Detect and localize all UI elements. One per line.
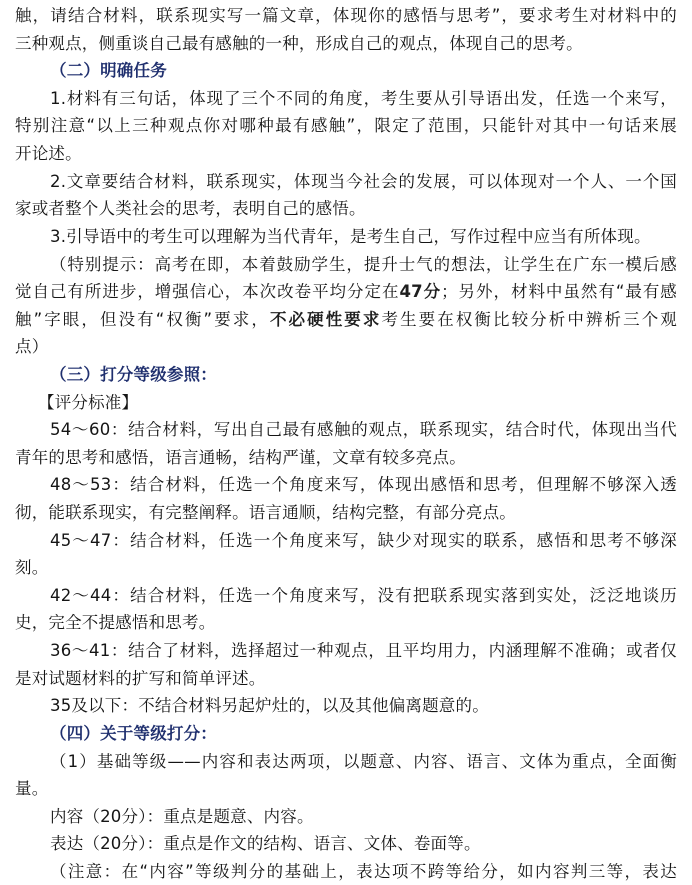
- paragraph-line: 36～41：结合了材料，选择超过一种观点，且平均用力，内涵理解不准确；或者仅: [50, 641, 677, 660]
- paragraph-line: 45～47：结合材料，任选一个角度来写，缺少对现实的联系，感悟和思考不够深: [50, 531, 677, 550]
- line-text: 触”字眼，但没有“权衡”要求，: [15, 310, 270, 329]
- paragraph-line: 35及以下：不结合材料另起炉灶的，以及其他偏离题意的。: [50, 696, 489, 715]
- paragraph-line: 是对试题材料的扩写和简单评述。: [15, 669, 266, 688]
- paragraph-line: 触，请结合材料，联系现实写一篇文章，体现你的感悟与思考”，要求考生对材料中的: [15, 6, 677, 25]
- paragraph-line: 史，完全不提感悟和思考。: [15, 613, 216, 632]
- section-heading: （三）打分等级参照：: [50, 365, 217, 384]
- paragraph-line: 42～44：结合材料，任选一个角度来写，没有把联系现实落到实处，泛泛地谈历: [50, 586, 677, 605]
- section-heading: （四）关于等级打分：: [50, 724, 217, 743]
- emphasis-text: 不必硬性要求: [269, 310, 382, 329]
- paragraph-line: 三种观点，侧重谈自己最有感触的一种，形成自己的观点，体现自己的思考。: [15, 34, 583, 53]
- paragraph-line: [15, 281, 677, 303]
- paragraph-line: 表达（20分）：重点是作文的结构、语言、文体、卷面等。: [50, 834, 481, 853]
- paragraph-line: 开论述。: [15, 144, 82, 163]
- paragraph-line: 3.引导语中的考生可以理解为当代青年，是考生自己，写作过程中应当有所体现。: [50, 227, 651, 246]
- paragraph-line: 54～60：结合材料，写出自己最有感触的观点，联系现实，结合时代，体现出当代: [50, 420, 677, 439]
- paragraph-line: 48～53：结合材料，任选一个角度来写，体现出感悟和思考，但理解不够深入透: [50, 475, 677, 494]
- paragraph-line: 青年的思考和感悟，语言通畅，结构严谨，文章有较多亮点。: [15, 448, 466, 467]
- paragraph-line: 2.文章要结合材料，联系现实，体现当今社会的发展，可以体现对一个人、一个国: [50, 172, 677, 191]
- paragraph-line: [15, 309, 677, 331]
- paragraph-line: 1.材料有三句话，体现了三个不同的角度，考生要从引导语出发，任选一个来写，: [50, 89, 677, 108]
- paragraph-line: （1）基础等级——内容和表达两项，以题意、内容、语言、文体为重点，全面衡: [50, 752, 677, 771]
- line-text: ；另外，材料中虽然有“最有感: [441, 282, 677, 301]
- section-heading: （二）明确任务: [50, 61, 167, 80]
- paragraph-line: （注意：在“内容”等级判分的基础上，表达项不跨等给分，如内容判三等，表达: [50, 862, 677, 881]
- emphasis-text: 47分: [399, 282, 442, 301]
- subheading: 【评分标准】: [38, 393, 139, 412]
- paragraph-line: （特别提示：高考在即，本着鼓励学生，提升士气的想法，让学生在广东一模后感: [50, 255, 677, 274]
- paragraph-line: 彻，能联系现实，有完整阐释。语言通顺，结构完整，有部分亮点。: [15, 503, 516, 522]
- paragraph-line: 家或者整个人类社会的思考，表明自己的感悟。: [15, 199, 366, 218]
- paragraph-line: 特别注意“以上三种观点你对哪种最有感触”，限定了范围，只能针对其中一句话来展: [15, 116, 677, 135]
- line-text: 觉自己有所进步，增强信心，本次改卷平均分定在: [15, 282, 400, 301]
- paragraph-line: 点）: [15, 337, 49, 356]
- paragraph-line: 量。: [15, 779, 49, 798]
- paragraph-line: 内容（20分）：重点是题意、内容。: [50, 807, 314, 826]
- line-text: 考生要在权衡比较分析中辨析三个观: [381, 310, 677, 329]
- paragraph-line: 刻。: [15, 558, 49, 577]
